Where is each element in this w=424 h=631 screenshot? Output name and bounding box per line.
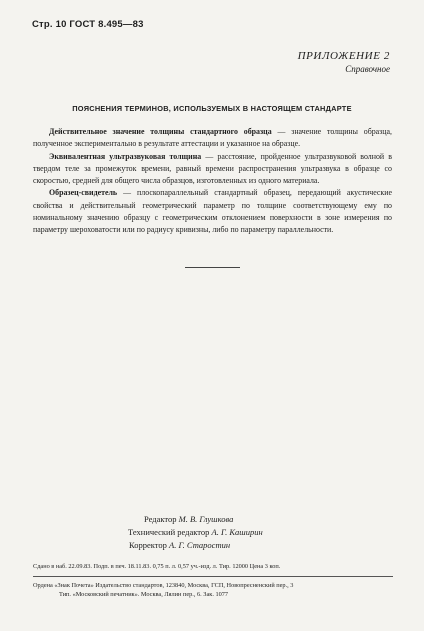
credit-row	[128, 526, 263, 539]
credit-row	[128, 539, 263, 552]
divider-rule	[185, 267, 240, 268]
imprint-line: Сдано в наб. 22.09.83. Подп. в печ. 18.11.83. 0,75 п. л. 0,57 уч.-изд. л. Тир. 12000 Цена 3 коп.	[33, 563, 281, 570]
definition-text: — расстояние, пройденное ультразвуковой волной в твердом теле за промежуток времени, равный времени распространения ультразвука в образце со скоростью, средней для общего числа образцов, изготовленных из одного материала.	[33, 151, 392, 186]
definition-paragraph	[33, 126, 392, 151]
credit-role: Корректор	[129, 540, 167, 551]
appendix-label	[298, 49, 390, 76]
section-title: ПОЯСНЕНИЯ ТЕРМИНОВ, ИСПОЛЬЗУЕМЫХ В НАСТОЯЩЕМ СТАНДАРТЕ	[72, 104, 352, 113]
definition-term: Образец-свидетель	[49, 188, 118, 198]
imprint-line: Тип. «Московский печатник». Москва, Лялин пер., 6. Зак. 1077	[59, 591, 229, 598]
imprint-line: Ордена «Знак Почета» Издательство стандартов, 123840, Москва, ГСП, Новопресненский пер., 3	[33, 582, 294, 589]
definition-paragraph	[33, 151, 392, 188]
imprint-block	[33, 562, 393, 599]
definition-paragraph	[33, 187, 392, 236]
appendix-title: ПРИЛОЖЕНИЕ 2	[297, 50, 390, 62]
credit-row	[128, 513, 263, 526]
imprint-divider	[33, 576, 393, 577]
credit-name: А. Г. Старостин	[169, 540, 231, 551]
definition-term: Эквивалентная ультразвуковая толщина	[49, 151, 202, 161]
page-header: Стр. 10 ГОСТ 8.495—83	[32, 19, 144, 30]
definitions-body	[33, 126, 392, 237]
definition-term: Действительное значение толщины стандартного образца	[49, 127, 272, 136]
definition-text: — значение толщины образца, полученное экспериментально в результате аттестации и указанное на образце.	[33, 127, 392, 149]
appendix-subtitle: Справочное	[345, 64, 390, 74]
credit-name: М. В. Глушкова	[178, 514, 234, 524]
definition-text: — плоскопараллельный стандартный образец, передающий акустические свойства и действительный геометрический параметр по толщине соответствующему ему по номинальному значению образцу с геометрическим отклонением поверхности в зоне измерения по параметру шероховатости или по радиусу кривизны, либо по параметру параллельности.	[33, 188, 392, 235]
credit-role: Технический редактор	[128, 527, 210, 538]
credits-block	[128, 513, 263, 553]
credit-role: Редактор	[144, 514, 177, 524]
credit-name: А. Г. Каширин	[211, 527, 263, 538]
